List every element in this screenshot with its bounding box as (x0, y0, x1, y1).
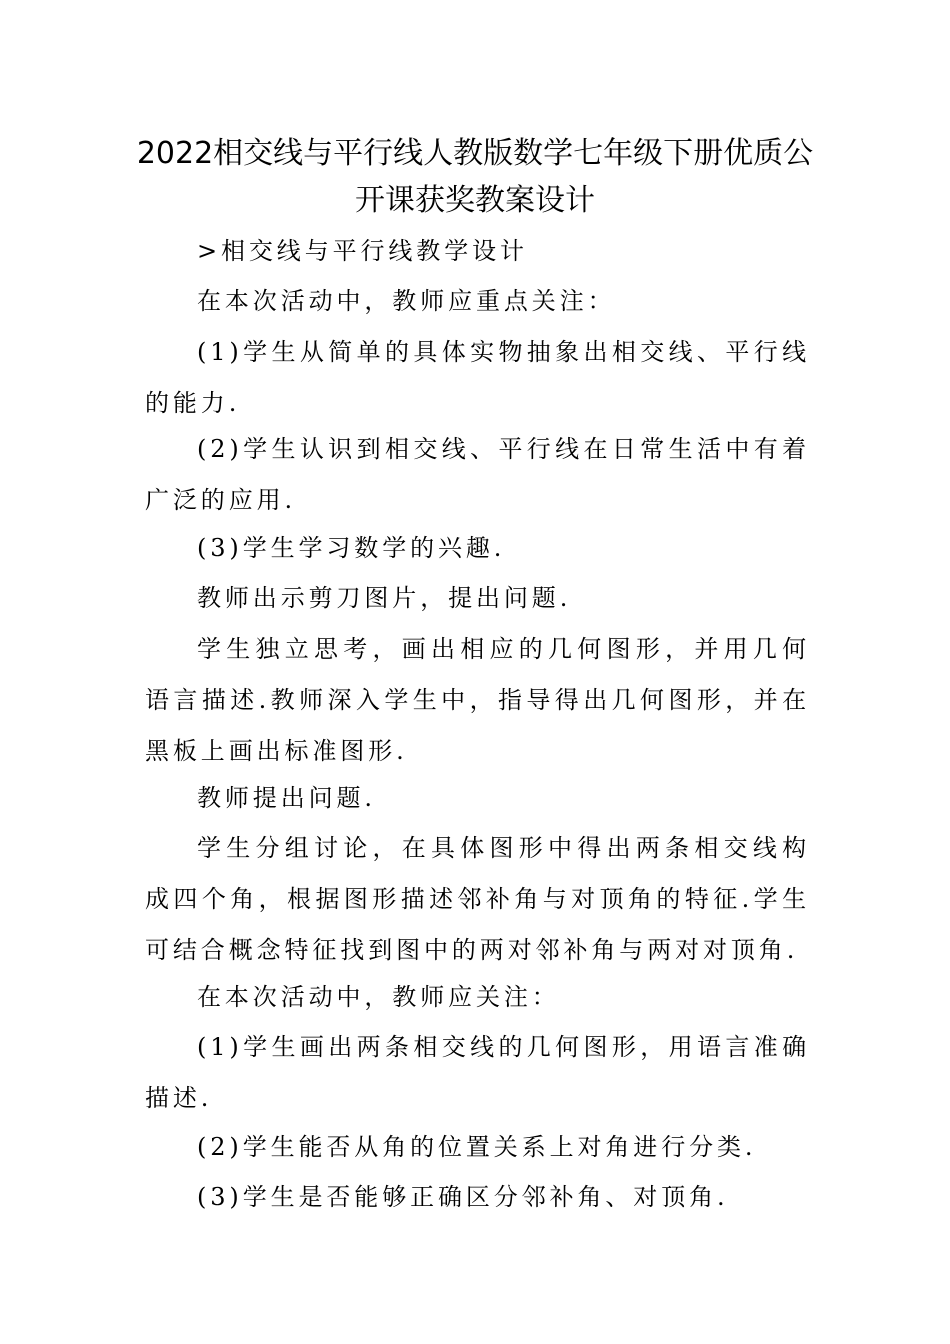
title-line-1: 2022相交线与平行线人教版数学七年级下册优质公 (136, 136, 814, 171)
paragraph-focus-item-1: (1)学生从简单的具体实物抽象出相交线、平行线的能力. (145, 338, 810, 417)
paragraph-focus-item-3: (3)学生学习数学的兴趣. (197, 534, 506, 562)
paragraph-focus-intro-2: 在本次活动中，教师应关注： (197, 983, 560, 1011)
paragraph-group-discussion: 学生分组讨论，在具体图形中得出两条相交线构成四个角，根据图形描述邻补角与对顶角的特征.学生可结合概念特征找到图中的两对邻补角与两对对顶角. (145, 834, 810, 964)
paragraph-focus2-item-2: (2)学生能否从角的位置关系上对角进行分类. (197, 1133, 757, 1161)
paragraph-scissors: 教师出示剪刀图片，提出问题. (197, 584, 572, 612)
paragraph-teacher-question: 教师提出问题. (197, 784, 376, 812)
paragraph-student-drawing: 学生独立思考，画出相应的几何图形，并用几何语言描述.教师深入学生中，指导得出几何图形，并在黑板上画出标准图形. (145, 635, 810, 765)
paragraph-focus2-item-1: (1)学生画出两条相交线的几何图形，用语言准确描述. (145, 1033, 810, 1112)
title-line-2: 开课获奖教案设计 (355, 183, 595, 218)
paragraph-focus-intro: 在本次活动中，教师应重点关注： (197, 287, 616, 315)
paragraph-focus-item-2: (2)学生认识到相交线、平行线在日常生活中有着广泛的应用. (145, 435, 810, 514)
paragraph-focus2-item-3: (3)学生是否能够正确区分邻补角、对顶角. (197, 1183, 729, 1211)
document-title (100, 130, 850, 224)
paragraph-section-heading: >相交线与平行线教学设计 (197, 237, 528, 265)
